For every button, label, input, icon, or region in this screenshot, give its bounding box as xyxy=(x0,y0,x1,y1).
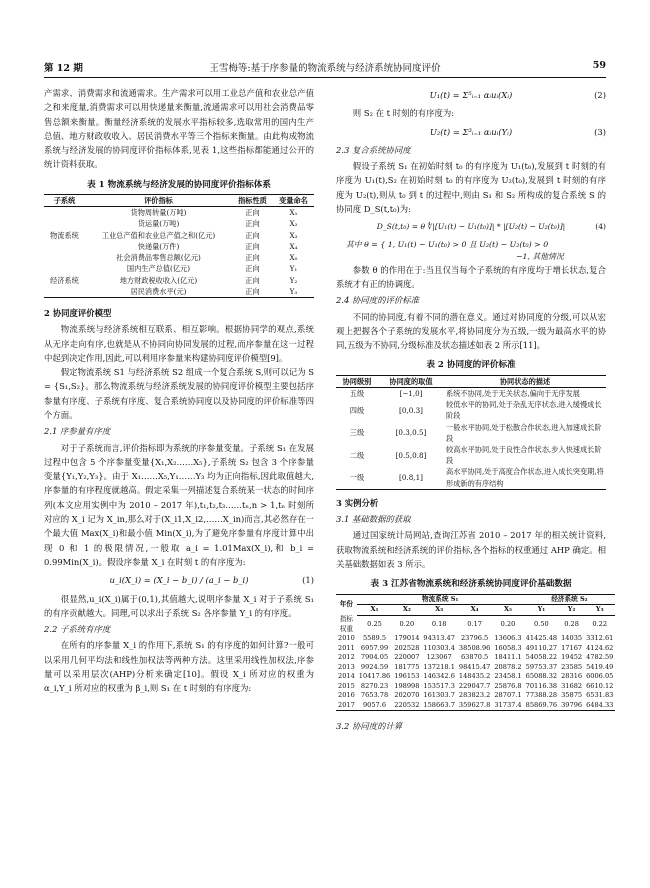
equation-number: (3) xyxy=(594,126,606,137)
table-cell: 货物周转量(万吨) xyxy=(130,208,187,218)
table-cell: 13606.3 xyxy=(494,634,522,643)
table-cell: 9057.6 xyxy=(357,701,392,711)
table-cell: 85869.76 xyxy=(525,700,558,709)
table-row xyxy=(336,701,615,711)
equation-1 xyxy=(44,573,314,587)
table-cell: 19452 xyxy=(561,653,583,662)
table-cell: 物流系统 xyxy=(50,230,79,240)
table-cell: 20878.2 xyxy=(494,662,522,671)
table-cell: 0.22 xyxy=(592,620,608,629)
equation-3 xyxy=(336,125,606,139)
table-cell xyxy=(44,252,85,263)
equation-condition xyxy=(336,239,606,263)
table-group-header: 物流系统 S₁ xyxy=(357,594,524,605)
table-cell: 18411.1 xyxy=(494,653,522,662)
table-cell: 23585 xyxy=(561,662,583,671)
table-cell: [−1,0] xyxy=(399,388,423,398)
table-cell: 229047.7 xyxy=(458,681,491,690)
header-rule xyxy=(44,77,606,78)
table-cell: 2016 xyxy=(338,691,355,700)
table-cell: 系统不协同,处于无关状态,偏向于无序发展 xyxy=(446,388,580,398)
paragraph: 则 S₂ 在 t 时刻的有序度为: xyxy=(352,108,455,119)
table-cell: 正向 xyxy=(245,264,260,274)
table-row xyxy=(336,444,606,466)
table-cell: 5419.49 xyxy=(586,662,614,671)
table-cell xyxy=(44,263,85,274)
table-cell: 179014 xyxy=(394,634,420,643)
table-cell: 146342.6 xyxy=(423,672,455,681)
table-cell: 94313.47 xyxy=(423,634,455,643)
table-header-cell: 指标性质 xyxy=(232,195,273,207)
table-row xyxy=(44,263,314,274)
table-header-cell: X₅ xyxy=(492,605,523,616)
table-group-header: 经济系统 S₂ xyxy=(524,594,616,605)
table-cell: 0.25 xyxy=(367,620,382,629)
table-cell: 14035 xyxy=(561,634,583,643)
subsection-heading: 3.1 基础数据的获取 xyxy=(336,514,411,525)
table-cell: 2015 xyxy=(338,681,355,690)
equation-body: D_S(t,t₀) = θ ∜|[U₁(t) − U₁(t₀)]| * |[U₂(t) − U₂(t₀)]| xyxy=(376,222,566,232)
table-cell: 137218.1 xyxy=(423,662,455,671)
table-cell: 2010 xyxy=(338,634,355,643)
table-cell: 23458.1 xyxy=(494,672,522,681)
equation-4 xyxy=(336,220,606,234)
paragraph: 物流系统与经济系统相互联系、相互影响。根据协同学的观点,系统从无序走向有序,也就是从不协同向协同发展的过程,而序参量在这一过程中起到决定作用,因此,可以利用序参量来构建协同度评价模型[9]。 xyxy=(44,324,314,363)
table-cell: 6006.05 xyxy=(586,672,614,681)
table-cell: 居民消费水平(元) xyxy=(85,286,232,298)
table-row xyxy=(44,241,314,252)
table-cell: 17167 xyxy=(561,643,583,652)
table-cell: 63870.5 xyxy=(460,653,489,662)
table-cell xyxy=(44,286,85,298)
table-cell: 货运量(万吨) xyxy=(137,219,180,229)
table-cell: 5589.5 xyxy=(362,634,387,643)
paragraph: 很显然,u_i(X_i)属于(0,1),其值越大,说明序参量 X_i 对于子系统 S₁ 的有序贡献越大。同理,可以求出子系统 S₂ 各序参量 Y_i 的有序度。 xyxy=(44,593,314,618)
table-cell: 4124.62 xyxy=(586,643,614,652)
table-header-cell: X₁ xyxy=(357,605,392,616)
issue-number: 第 12 期 xyxy=(44,63,83,74)
table-cell: 123067 xyxy=(426,653,452,662)
table-header-cell: 变量命名 xyxy=(273,195,314,207)
table-cell: 6957.99 xyxy=(360,643,389,652)
table-cell: 一般水平协同,处于松散合作状态,进入加速成长阶段 xyxy=(446,422,602,443)
table-cell: 198998 xyxy=(394,681,420,690)
paragraph: 通过国家统计局网站,查询江苏省 2010 – 2017 年的相关统计资料,获取物流系统和经济系统的评价指标,各个指标的权重通过 AHP 确定。相关基础数据如表 3 所示。 xyxy=(336,530,606,569)
table-cell: 110303.4 xyxy=(423,643,455,652)
right-column xyxy=(336,86,614,735)
table-cell: 6531.83 xyxy=(586,691,614,700)
table-cell: Y₃ xyxy=(273,286,314,298)
table-cell: 五级 xyxy=(349,388,365,398)
section-heading: 3 实例分析 xyxy=(336,497,379,508)
table-cell: 161303.7 xyxy=(423,691,455,700)
paragraph: 在所有的序参量 X_i 的作用下,系统 S₁ 的有序度的如何计算?一般可以采用几何平均法和线性加权法等两种方法。这里采用线性加权法,序参量可以采用层次(AHP)分析来确定[10]。假设 X_i 所对应的权重为 α_i,Y_i 所对应的权重为 β_i,则 S₁ 在 t 时刻的有序度为: xyxy=(44,640,314,694)
table-cell: 较高水平协同,处于良性合作状态,步入快速成长阶段 xyxy=(446,444,602,466)
table-cell: 正向 xyxy=(245,219,260,229)
table-cell: 153517.3 xyxy=(423,681,455,690)
table-cell: [0,0.3] xyxy=(399,405,423,415)
table-cell: X₃ xyxy=(289,230,298,240)
subsection-heading: 3.2 协同度的计算 xyxy=(336,721,403,732)
table-row xyxy=(336,653,615,663)
paragraph: 产需求、消费需求和流通需求。生产需求可以用工业总产值和农业总产值之和来度量,消费需求可以用快递量来衡量,流通需求可以用社会消费品零售总额来衡量。衡量经济系统的发展水平指标较多,选取常用的国内生产总值、地方财政收收入、居民消费水平等三个指标来衡量。由此构成物流系统与经济发展的协同度评价指标体系,见表 1,这些指标都能通过公开的统计资料获取。 xyxy=(44,88,314,170)
table-cell: 220532 xyxy=(394,700,420,709)
table-cell: 0.17 xyxy=(467,620,482,629)
table-header-cell: X₄ xyxy=(457,605,492,616)
table-cell: 工业总产值和农业总产值之和(亿元) xyxy=(101,230,216,240)
table-cell: 正向 xyxy=(232,286,273,298)
table-cell: 202528 xyxy=(394,643,420,652)
table-row xyxy=(336,399,606,421)
table-cell: 2011 xyxy=(338,643,355,652)
table-cell: 25876.8 xyxy=(494,681,522,690)
paragraph: 不同的协同度,有着不同的潜在意义。通过对协同度的分级,可以从宏观上把握各个子系统的发展水平,将协同度分为五级,一级为最高水平的协同,五级为不协同,分级标准及状态描述如表 2 所示[11]。 xyxy=(336,311,606,351)
table-header-cell: X₃ xyxy=(421,605,456,616)
table-row xyxy=(44,252,314,263)
running-header xyxy=(44,60,606,76)
table-cell: 70116.38 xyxy=(525,681,558,690)
table-cell: 一级 xyxy=(336,466,378,489)
table-row xyxy=(336,663,615,673)
equation-number: (2) xyxy=(594,90,606,100)
table-cell: 三级 xyxy=(349,428,365,438)
table-cell: 正向 xyxy=(245,275,260,285)
table-cell: 4782.59 xyxy=(586,653,614,662)
table-header-row xyxy=(336,605,615,616)
table-cell: 283823.2 xyxy=(458,691,491,700)
equation-2 xyxy=(336,88,606,102)
table-cell: 地方财政税收收入(亿元) xyxy=(119,275,198,285)
table-cell: 3312.61 xyxy=(586,634,614,643)
table-cell: 7904.05 xyxy=(360,653,389,662)
table-cell: 39796 xyxy=(561,700,583,709)
left-column xyxy=(44,86,314,696)
table-header-row xyxy=(336,375,606,387)
table-cell: 0.28 xyxy=(564,620,579,629)
table-header-cell: Y₃ xyxy=(584,605,615,616)
table-cell xyxy=(44,241,85,252)
table-row xyxy=(336,682,615,692)
table-cell: [0.8,1] xyxy=(378,466,444,489)
table-cell: 国内生产总值(亿元) xyxy=(126,264,191,274)
table-cell: 0.50 xyxy=(534,620,549,629)
table-cell: 202070 xyxy=(394,691,420,700)
table3-caption: 表 3 江苏省物流系统和经济系统协同度评价基础数据 xyxy=(370,579,572,590)
table-cell xyxy=(44,207,85,219)
table-row xyxy=(44,230,314,241)
table-cell: 31737.4 xyxy=(494,700,522,709)
table-cell: 高水平协同,处于高度合作状态,进入成长突变期,将形成新的有序结构 xyxy=(444,466,606,489)
paragraph: 假定物流系统 S1 与经济系统 S2 组成一个复合系统 S,则可以记为 S = {S₁,S₂}。那么物流系统与经济系统发展的协同度评价模型主要包括序参量有序度、子系统有序度、复合系统协同度以及协同度的评价标准等四个方面。 xyxy=(44,367,314,420)
table-cell: 38508.96 xyxy=(458,643,491,652)
condition-line: −1, 其他情况 xyxy=(516,251,564,261)
table-row xyxy=(44,207,314,219)
subsection-heading: 2.4 协同度的评价标准 xyxy=(336,295,419,306)
table-cell: X₄ xyxy=(289,241,298,251)
table-cell: 2013 xyxy=(338,662,355,671)
table-header-cell: 子系统 xyxy=(44,195,85,207)
table-cell: 35875 xyxy=(561,691,583,700)
table-header-cell: 评价指标 xyxy=(85,195,232,207)
paragraph: 对于子系统而言,评价指标即为系统的序参量变量。子系统 S₁ 在发展过程中包含 5 个序参量变量{X₁,X₂……X₅},子系统 S₂ 包含 3 个序参量变量{Y₁,Y₂,Y₃}。由于 X₁……X₅,Y₁……Y₃ 均为正向指标,因此取值越大,序参量的有序程度就越高。假定采集一列描述复合系统某一状态的时间序列(本文应用实例中为 2010 – 2017 年),t₁,t₂,t₃……tₙ,n > 1,tₙ 时刻所对应的 X_i 记为 X_in,那么对于(X_i1,X_i2,……X_in)而言,其必然存在一个最大值 Max(X_i)和最小值 Min(X_i),为了避免序参量有序度计算中出现 0 和 1 的极限情况,一般取 a_i = 1.01Max(X_i),和 b_i = 0.99Min(X_i)。假设序参量 X_i 在时刻 t 的有序度为: xyxy=(44,442,314,567)
table-header-cell: Y₁ xyxy=(524,605,559,616)
table-cell: 28707.1 xyxy=(494,691,522,700)
equation-number: (1) xyxy=(302,575,314,586)
table-cell: [0.5,0.8] xyxy=(395,450,427,460)
table-cell: 0.20 xyxy=(399,620,415,629)
table-cell: 6484.33 xyxy=(586,700,614,709)
table-cell: 正向 xyxy=(245,230,260,240)
table-header-cell: X₂ xyxy=(392,605,421,616)
table-row xyxy=(336,634,615,644)
table-cell: 9924.59 xyxy=(360,662,389,671)
table-cell: 98415.47 xyxy=(458,662,491,671)
subsection-heading: 2.1 序参量有序度 xyxy=(44,426,111,437)
subsection-heading: 2.2 子系统有序度 xyxy=(44,624,111,635)
table-cell: 正向 xyxy=(245,253,260,263)
table-row xyxy=(336,615,615,634)
table-cell: 二级 xyxy=(349,450,365,460)
equation-body: U₁(t) = Σ⁵ᵢ₌₁ αᵢuᵢ(Xᵢ) xyxy=(429,90,513,100)
table-row xyxy=(336,466,606,489)
table-cell: 较低水平的协同,处于杂乱无序状态,进入缓慢成长阶段 xyxy=(446,400,602,421)
table-cell: 快递量(万件) xyxy=(137,241,180,251)
table-cell: Y₁ xyxy=(289,264,298,274)
equation-body: u_i(X_i) = (X_i − b_i) / (a_i − b_i) xyxy=(109,575,249,586)
subsection-heading: 2.3 复合系统协同度 xyxy=(336,144,411,155)
table-cell: 31682 xyxy=(561,681,583,690)
table-header-row xyxy=(44,195,314,207)
table-cell: 2014 xyxy=(338,672,355,681)
table-cell: 四级 xyxy=(349,405,365,415)
table-header-cell: 协同级别 xyxy=(336,375,378,387)
table-cell: [0.3,0.5] xyxy=(395,428,427,438)
running-title: 王雪梅等:基于序参量的物流系统与经济系统协同度评价 xyxy=(209,63,441,74)
table-cell: 指标权重 xyxy=(339,615,353,633)
table-cell xyxy=(44,218,85,229)
table-cell: 181775 xyxy=(394,662,420,671)
table-cell: 6610.12 xyxy=(586,681,614,690)
table-cell: 196153 xyxy=(394,672,420,681)
table-cell: 49110.27 xyxy=(525,643,558,652)
table-cell: 77388.28 xyxy=(525,691,558,700)
table-header-cell: 协同状态的描述 xyxy=(444,375,606,387)
table-header-row xyxy=(336,594,615,605)
table1 xyxy=(44,194,314,298)
table-cell: 28316 xyxy=(561,672,583,681)
table-cell: 59753.37 xyxy=(525,662,558,671)
table-cell: 23796.5 xyxy=(460,634,489,643)
table-row xyxy=(336,387,606,399)
table-cell: 10417.86 xyxy=(358,672,391,681)
table-cell: 359627.8 xyxy=(458,700,491,709)
table-row xyxy=(44,286,314,298)
table-cell: 经济系统 xyxy=(50,275,79,285)
table-cell: X₅ xyxy=(289,253,298,263)
table1-caption: 表 1 物流系统与经济发展的协同度评价指标体系 xyxy=(87,179,271,190)
table-cell: 220007 xyxy=(394,653,420,662)
table-cell: 8270.23 xyxy=(360,681,389,690)
table3 xyxy=(336,594,615,712)
table-cell: 0.20 xyxy=(500,620,516,629)
table-cell: 正向 xyxy=(245,208,260,218)
table-cell: 2017 xyxy=(338,700,355,709)
table-cell: 7653.78 xyxy=(360,691,389,700)
table-cell: 148435.2 xyxy=(458,672,491,681)
table-cell: X₁ xyxy=(289,208,298,218)
condition-line: 其中 θ = { 1, U₁(t) − U₁(t₀) > 0 且 U₂(t) − U₂(t₀) > 0 xyxy=(346,239,549,249)
table-cell: X₂ xyxy=(289,219,298,229)
equation-body: U₂(t) = Σ³ᵢ₌₁ αᵢuᵢ(Yᵢ) xyxy=(429,126,513,137)
table-cell: 正向 xyxy=(245,241,260,251)
table-cell: 0.18 xyxy=(431,620,447,629)
table-row xyxy=(336,422,606,444)
table-cell: Y₂ xyxy=(289,275,298,285)
paragraph: 假设子系统 S₁ 在初始时刻 t₀ 的有序度为 U₁(t₀),发展到 t 时刻的有序度为 U₁(t),S₂ 在初始时刻 t₀ 的有序度为 U₂(t₀),发展到 t 时刻的有序度为 U₂(t),则从 t₀ 到 t 的过程中,则由 S₁ 和 S₂ 所构成的复合系统 S 的协同度 D_S(t,t₀)为: xyxy=(336,161,606,215)
table-cell: 16058.3 xyxy=(494,643,522,652)
table-header-cell: 年份 xyxy=(336,594,357,615)
table2 xyxy=(336,375,606,490)
table-cell: 54058.22 xyxy=(525,653,558,662)
table-row xyxy=(336,672,615,682)
page-number: 59 xyxy=(592,60,606,71)
table-cell: 2012 xyxy=(338,653,355,662)
table2-caption: 表 2 协同度的评价标准 xyxy=(426,360,516,371)
table-header-cell: 协同度的取值 xyxy=(378,375,444,387)
section-heading: 2 协同度评价模型 xyxy=(44,307,112,318)
table-header-cell: Y₂ xyxy=(559,605,584,616)
table-row xyxy=(336,691,615,701)
equation-number: (4) xyxy=(595,222,606,232)
table-cell: 社会消费品零售总额(亿元) xyxy=(116,253,201,263)
table-cell: 41425.48 xyxy=(525,634,558,643)
table-row xyxy=(44,218,314,229)
paragraph: 参数 θ 的作用在于:当且仅当每个子系统的有序度均于增长状态,复合系统才有正的协调度。 xyxy=(336,264,606,289)
table-cell: 158663.7 xyxy=(423,700,455,709)
table-row xyxy=(336,644,615,654)
table-cell: 65088.32 xyxy=(525,672,558,681)
table-row xyxy=(44,275,314,286)
